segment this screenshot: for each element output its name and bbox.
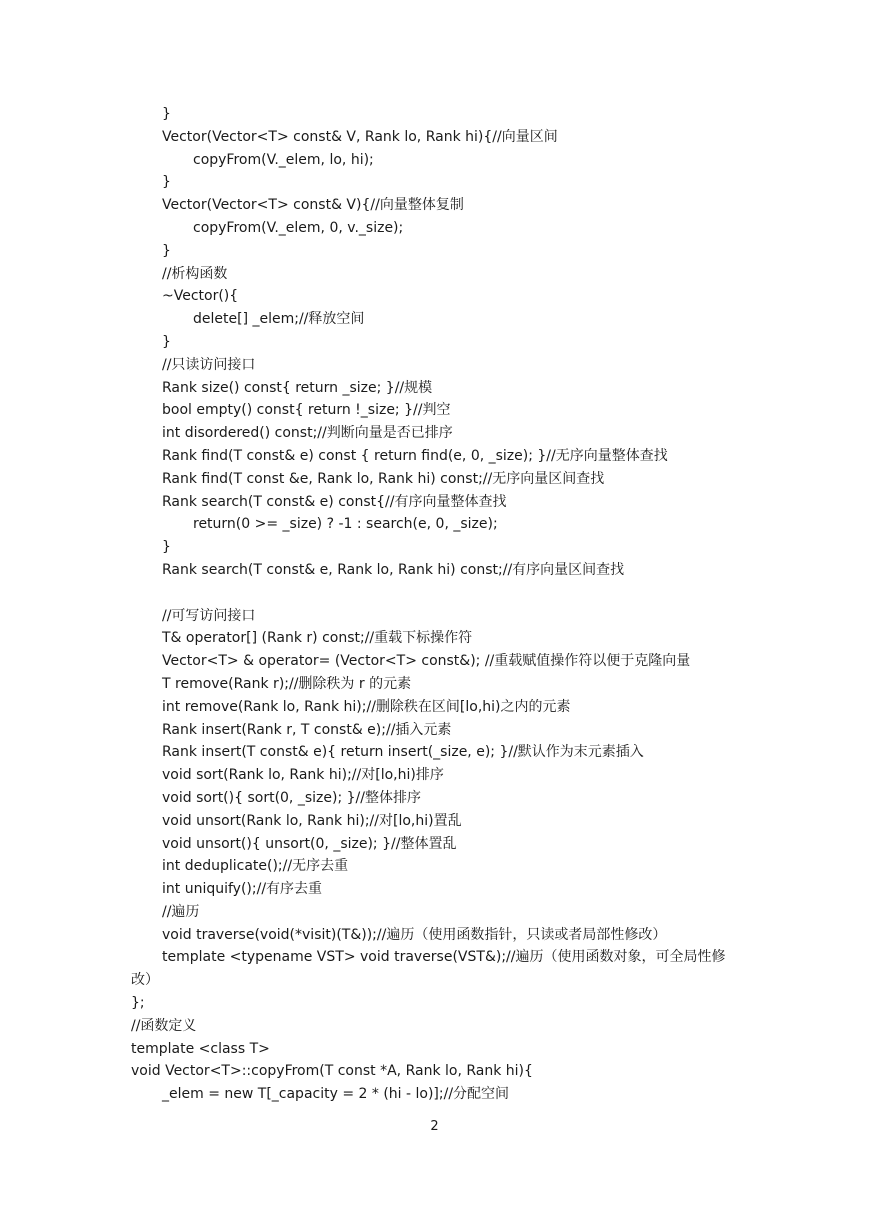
code-line: bool empty() const{ return !_size; }//判空: [162, 402, 451, 419]
code-listing: [0, 103, 869, 1106]
code-line: return(0 >= _size) ? -1 : search(e, 0, _size);: [193, 516, 498, 533]
code-line: _elem = new T[_capacity = 2 * (hi - lo)];//分配空间: [162, 1086, 510, 1103]
code-line: Vector(Vector<T> const& V){//向量整体复制: [162, 197, 464, 214]
page-number: 2: [430, 1119, 439, 1134]
code-line: Rank search(T const& e, Rank lo, Rank hi) const;//有序向量区间查找: [162, 561, 625, 578]
code-line: [0, 582, 869, 605]
code-line: Rank find(T const& e) const { return find(e, 0, _size); }//无序向量整体查找: [162, 447, 668, 464]
code-line: }: [162, 106, 171, 122]
code-line: ~Vector(){: [162, 288, 239, 305]
code-line: void traverse(void(*visit)(T&));//遍历（使用函数指针，只读或者局部性修改）: [162, 926, 667, 943]
code-line: void sort(){ sort(0, _size); }//整体排序: [162, 789, 421, 806]
code-line: int deduplicate();//无序去重: [162, 858, 349, 875]
code-line: 改）: [131, 972, 159, 989]
code-line: int disordered() const;//判断向量是否已排序: [162, 425, 453, 442]
code-line: Rank insert(Rank r, T const& e);//插入元素: [162, 721, 452, 738]
code-line: copyFrom(V._elem, lo, hi);: [193, 151, 374, 168]
code-line: int remove(Rank lo, Rank hi);//删除秩在区间[lo,hi)之内的元素: [162, 698, 571, 715]
code-line: //函数定义: [131, 1017, 197, 1034]
code-line: template <class T>: [131, 1040, 270, 1057]
code-line: //只读访问接口: [162, 356, 256, 373]
code-line: T remove(Rank r);//删除秩为 r 的元素: [162, 675, 412, 692]
code-line: copyFrom(V._elem, 0, v._size);: [193, 219, 404, 236]
code-line: }: [162, 539, 171, 556]
code-line: void unsort(){ unsort(0, _size); }//整体置乱: [162, 835, 457, 852]
code-line: int uniquify();//有序去重: [162, 881, 323, 898]
code-line: Rank size() const{ return _size; }//规模: [162, 379, 433, 396]
code-line: T& operator[] (Rank r) const;//重载下标操作符: [162, 630, 473, 647]
code-line: }: [162, 333, 171, 350]
code-line: Vector<T> & operator= (Vector<T> const&); //重载赋值操作符以便于克隆向量: [162, 653, 691, 670]
code-line: void unsort(Rank lo, Rank hi);//对[lo,hi)置乱: [162, 812, 462, 829]
code-line: Rank find(T const &e, Rank lo, Rank hi) const;//无序向量区间查找: [162, 470, 605, 487]
code-line: //遍历: [162, 903, 200, 920]
code-line: delete[] _elem;//释放空间: [193, 311, 365, 328]
code-line: Rank insert(T const& e){ return insert(_size, e); }//默认作为末元素插入: [162, 744, 644, 761]
code-line: template <typename VST> void traverse(VST&);//遍历（使用函数对象，可全局性修: [162, 949, 726, 966]
code-line: }: [162, 174, 171, 191]
code-line: }: [162, 242, 171, 259]
code-line: //析构函数: [162, 265, 228, 282]
code-line: Rank search(T const& e) const{//有序向量整体查找: [162, 493, 507, 510]
code-line: Vector(Vector<T> const& V, Rank lo, Rank hi){//向量区间: [162, 128, 558, 145]
code-line: //可写访问接口: [162, 607, 256, 624]
code-line: void sort(Rank lo, Rank hi);//对[lo,hi)排序: [162, 767, 444, 784]
code-line: };: [131, 995, 145, 1012]
code-line: void Vector<T>::copyFrom(T const *A, Rank lo, Rank hi){: [131, 1063, 533, 1080]
